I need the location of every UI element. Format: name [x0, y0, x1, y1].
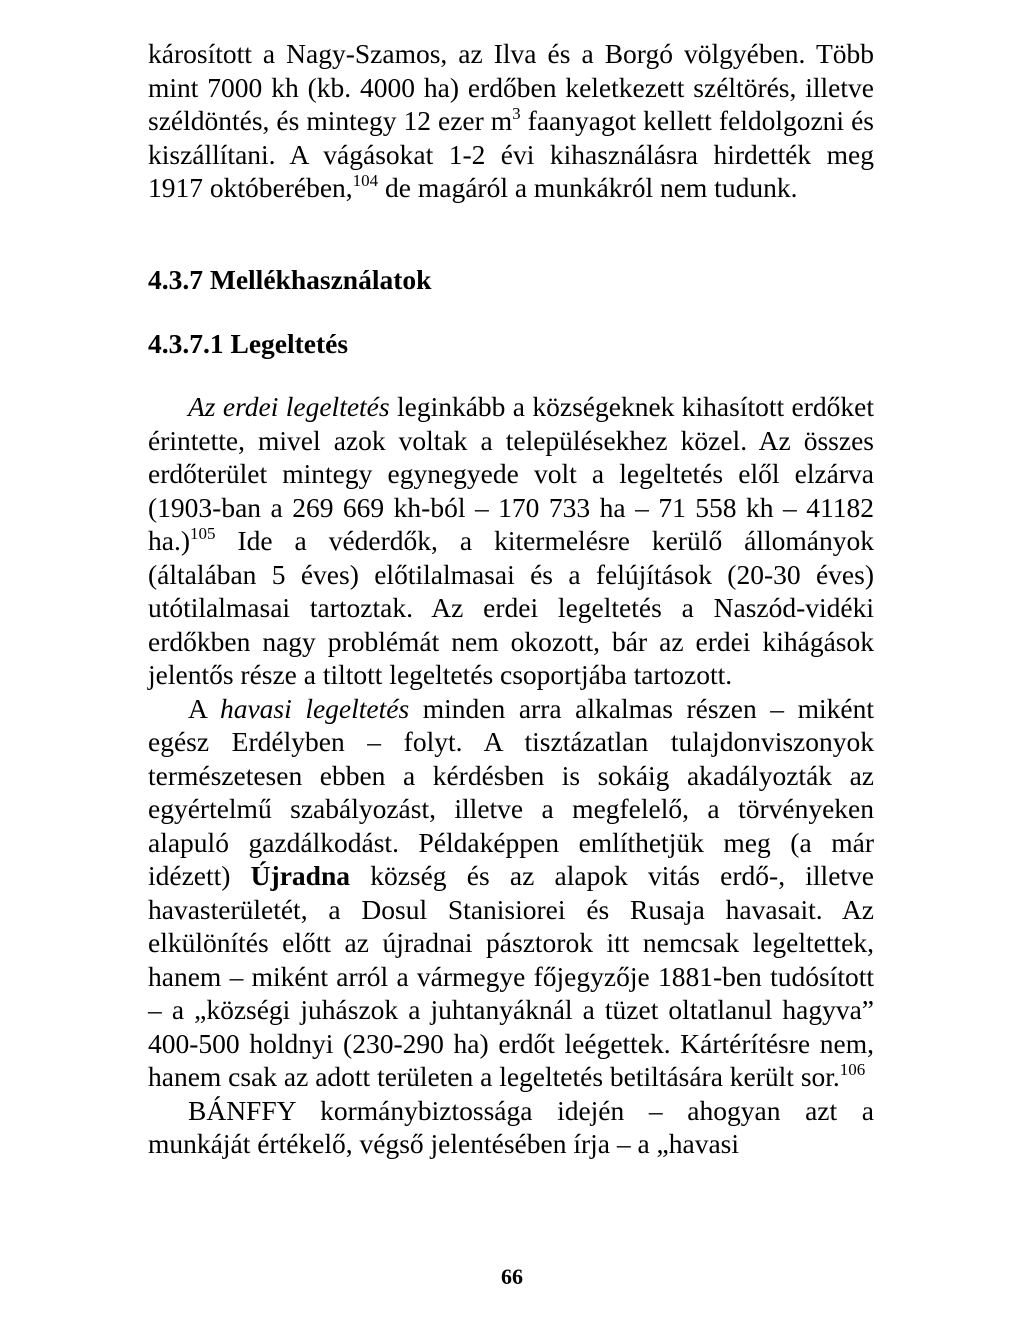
text-run: leginkább a községeknek kihasított erdőket érintette, mivel azok voltak a településekhez közel. Az összes erdőterület mintegy egynegyede volt a legeltetés elől elzárva (1903-ban a 269 669 kh-ból – 170 733 ha – 71 558 kh – 41182 ha.): [148, 391, 874, 556]
section-heading: 4.3.7 Mellékhasználatok: [148, 264, 432, 295]
bold-place-name: Újradna: [250, 860, 350, 891]
superscript-exponent: 3: [512, 104, 521, 123]
footnote-ref-106: 106: [839, 1060, 866, 1079]
body-column: [148, 390, 874, 1161]
text-run: de magáról a munkákról nem tudunk.: [378, 172, 798, 203]
paragraph-erdei-legeltetes: [148, 390, 874, 692]
text-run: község és az alapok vitás erdő-, illetve havasterületét, a Dosul Stanisiorei és Rusaja havasait. Az elkülönítés előtt az újradnai pásztorok itt nemcsak legeltettek, hanem – miként arról a vármegye főjegyzője 1881-ben tudósított – a „községi juhászok a juhtanyáknál a tüzet oltatlanul hagyva” 400-500 holdnyi (230-290 ha) erdőt leégettek. Kártérítésre nem, hanem csak az adott területen a legeltetés betiltására került sor.: [148, 860, 875, 1092]
text-run: BÁNFFY kormánybiztossága idején – ahogyan azt a munkáját értékelő, végső jelentésében írja – a „havasi: [148, 1094, 874, 1159]
subsection-heading: 4.3.7.1 Legeltetés: [148, 328, 349, 359]
italic-term: Az erdei legeltetés: [188, 391, 390, 422]
text-run: Ide a véderdők, a kitermelésre kerülő állományok (általában 5 éves) előtilalmasai és a felújítások (20-30 éves) utótilalmasai tartoztak. Az erdei legeltetés a Naszód-vidéki erdőkben nagy problémát nem okozott, bár az erdei kihágások jelentős része a tiltott legeltetés csoportjába tartozott.: [148, 525, 874, 690]
text-run: minden arra alkalmas részen – miként egész Erdélyben – folyt. A tisztázatlan tulajdonviszonyok természetesen ebben a kérdésben is sokáig akadályozták az egyértelmű szabályozást, illetve a megfelelő, a törvényeken alapuló gazdálkodást. Példaképpen említhetjük meg (a már idézett): [148, 692, 875, 891]
text-run: faanyagot kellett feldolgozni és kiszállítani. A vágásokat 1-2 évi kihasználásra hirdették meg 1917 októberében,: [148, 105, 874, 203]
paragraph-havasi-legeltetes: [148, 692, 874, 1094]
footnote-ref-104: 104: [352, 171, 379, 190]
footnote-ref-105: 105: [190, 524, 216, 543]
page-number: 66: [501, 1264, 523, 1289]
italic-term: havasi legeltetés: [219, 692, 410, 724]
paragraph-intro: [148, 37, 874, 205]
text-run: károsított a Nagy-Szamos, az Ilva és a Borgó völgyében. Több mint 7000 kh (kb. 4000 ha) erdőben keletkezett széltörés, illetve széldöntés, és mintegy 12 ezer m: [148, 38, 874, 136]
text-run: A: [188, 692, 220, 724]
paragraph-banffy: [148, 1094, 874, 1161]
